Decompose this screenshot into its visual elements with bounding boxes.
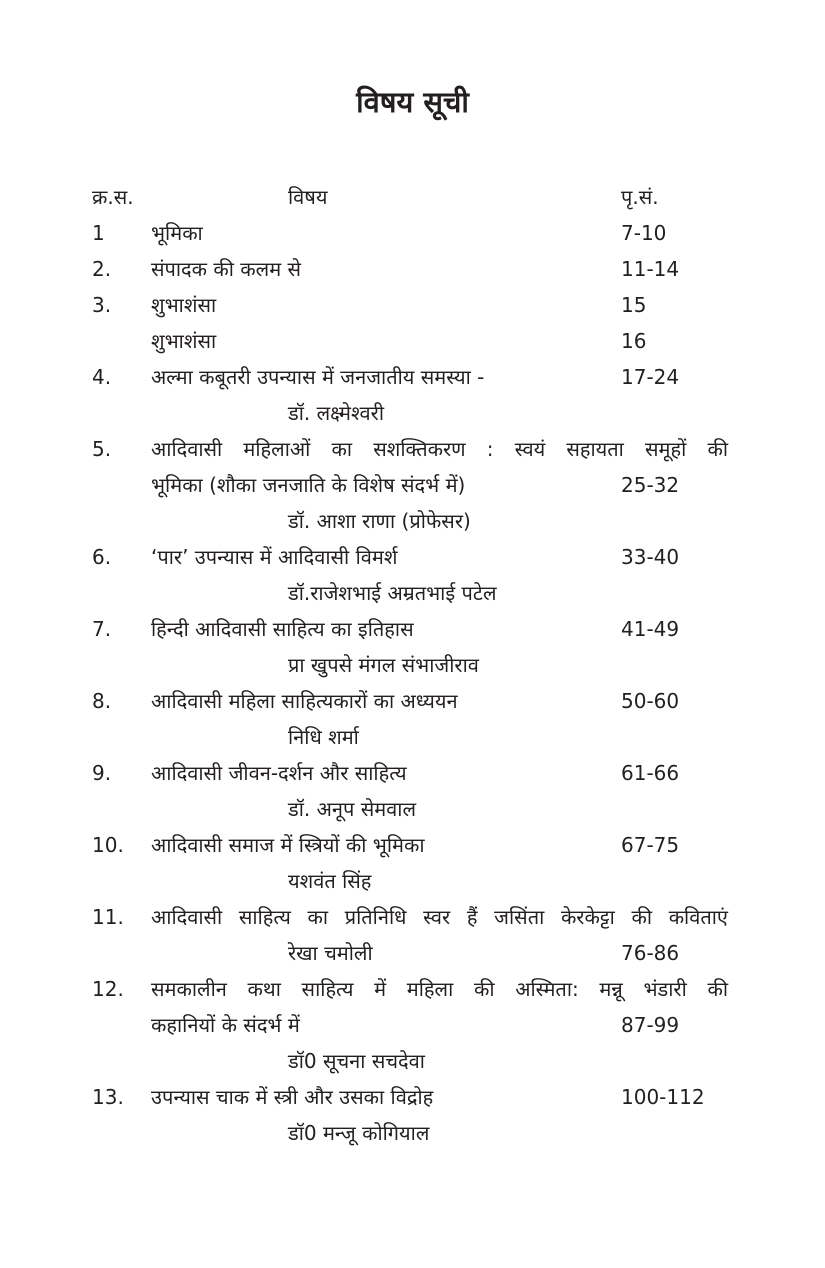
entry-number: 10.: [92, 833, 124, 857]
entry-number: 6.: [92, 545, 112, 569]
entry-title: संपादक की कलम से: [151, 257, 302, 281]
entry-pages: 50-60: [621, 689, 680, 713]
entry-number: 1: [92, 221, 105, 245]
toc-entry: [0, 215, 825, 251]
entry-pages: 67-75: [621, 833, 680, 857]
entry-number: 2.: [92, 257, 112, 281]
entry-author: डॉ.राजेशभाई अम्रतभाई पटेल: [288, 581, 497, 605]
toc-entry: [0, 323, 825, 359]
entry-author: डॉ0 सूचना सचदेवा: [288, 1049, 425, 1073]
entry-title: ‘पार’ उपन्यास में आदिवासी विमर्श: [151, 545, 398, 569]
table-of-contents: [0, 179, 825, 1151]
entry-number: 11.: [92, 905, 124, 929]
entry-title: भूमिका: [151, 221, 203, 245]
entry-title: आदिवासी जीवन-दर्शन और साहित्य: [151, 761, 407, 785]
entry-number: 12.: [92, 977, 124, 1001]
entry-number: 5.: [92, 437, 112, 461]
entry-author: डॉ. आशा राणा (प्रोफेसर): [288, 509, 471, 533]
header-serial-number: क्र.स.: [92, 185, 134, 209]
header-page-number: पृ.सं.: [621, 185, 659, 209]
toc-author-row: [0, 395, 825, 431]
entry-title: उपन्यास चाक में स्त्री और उसका विद्रोह: [151, 1085, 434, 1109]
entry-author: डॉ0 मन्जू कोगियाल: [288, 1121, 430, 1145]
entry-author: रेखा चमोली: [288, 941, 373, 965]
entry-author: डॉ. लक्ष्मेश्वरी: [288, 401, 384, 425]
toc-author-row: [0, 1043, 825, 1079]
entry-pages: 41-49: [621, 617, 680, 641]
entry-number: 9.: [92, 761, 112, 785]
entry-pages: 33-40: [621, 545, 680, 569]
entry-pages: 15: [621, 293, 647, 317]
toc-entry: [0, 827, 825, 863]
toc-author-row: [0, 1115, 825, 1151]
entry-title: समकालीन कथा साहित्य में महिला की अस्मिता: मन्नू भंडारी की: [151, 977, 728, 1001]
toc-author-row: [0, 863, 825, 899]
entry-number: 8.: [92, 689, 112, 713]
entry-title: आदिवासी महिलाओं का सशक्तिकरण : स्वयं सहायता समूहों की: [151, 437, 728, 461]
entry-pages: 7-10: [621, 221, 667, 245]
entry-title: अल्मा कबूतरी उपन्यास में जनजातीय समस्या -: [151, 365, 485, 389]
entry-title: हिन्दी आदिवासी साहित्य का इतिहास: [151, 617, 414, 641]
toc-entry: [0, 971, 825, 1007]
entry-pages: 25-32: [621, 473, 680, 497]
entry-author: प्रा खुपसे मंगल संभाजीराव: [288, 653, 479, 677]
entry-title: आदिवासी महिला साहित्यकारों का अध्ययन: [151, 689, 458, 713]
entry-number: 7.: [92, 617, 112, 641]
entry-pages: 87-99: [621, 1013, 680, 1037]
entry-title: शुभाशंसा: [151, 293, 217, 317]
entry-author: डॉ. अनूप सेमवाल: [288, 797, 417, 821]
entry-author: यशवंत सिंह: [288, 869, 372, 893]
entry-pages: 76-86: [621, 941, 680, 965]
toc-entry: [0, 611, 825, 647]
page-title: विषय सूची: [356, 85, 469, 119]
entry-title-continued: कहानियों के संदर्भ में: [151, 1013, 300, 1037]
toc-entry-continued: [0, 467, 825, 503]
toc-author-row: [0, 647, 825, 683]
toc-entry: [0, 539, 825, 575]
entry-number: 3.: [92, 293, 112, 317]
toc-author-row: [0, 575, 825, 611]
entry-pages: 11-14: [621, 257, 680, 281]
toc-entry: [0, 359, 825, 395]
toc-entry: [0, 251, 825, 287]
toc-entry: [0, 1079, 825, 1115]
entry-pages: 16: [621, 329, 647, 353]
toc-author-row: [0, 791, 825, 827]
entry-title: आदिवासी समाज में स्त्रियों की भूमिका: [151, 833, 425, 857]
toc-entry: [0, 683, 825, 719]
entry-pages: 61-66: [621, 761, 680, 785]
toc-author-row: [0, 935, 825, 971]
toc-author-row: [0, 719, 825, 755]
entry-title: शुभाशंसा: [151, 329, 217, 353]
entry-pages: 100-112: [621, 1085, 705, 1109]
toc-entry: [0, 431, 825, 467]
toc-entry: [0, 899, 825, 935]
entry-pages: 17-24: [621, 365, 680, 389]
toc-entry: [0, 755, 825, 791]
entry-author: निधि शर्मा: [288, 725, 359, 749]
toc-author-row: [0, 503, 825, 539]
header-subject: विषय: [288, 185, 328, 209]
entry-title-continued: भूमिका (शौका जनजाति के विशेष संदर्भ में): [151, 473, 466, 497]
entry-number: 13.: [92, 1085, 124, 1109]
toc-entry-continued: [0, 1007, 825, 1043]
toc-header: [0, 179, 825, 215]
entry-title: आदिवासी साहित्य का प्रतिनिधि स्वर हैं जसिंता केरकेट्टा की कविताएं: [151, 905, 728, 929]
toc-entry: [0, 287, 825, 323]
entry-number: 4.: [92, 365, 112, 389]
